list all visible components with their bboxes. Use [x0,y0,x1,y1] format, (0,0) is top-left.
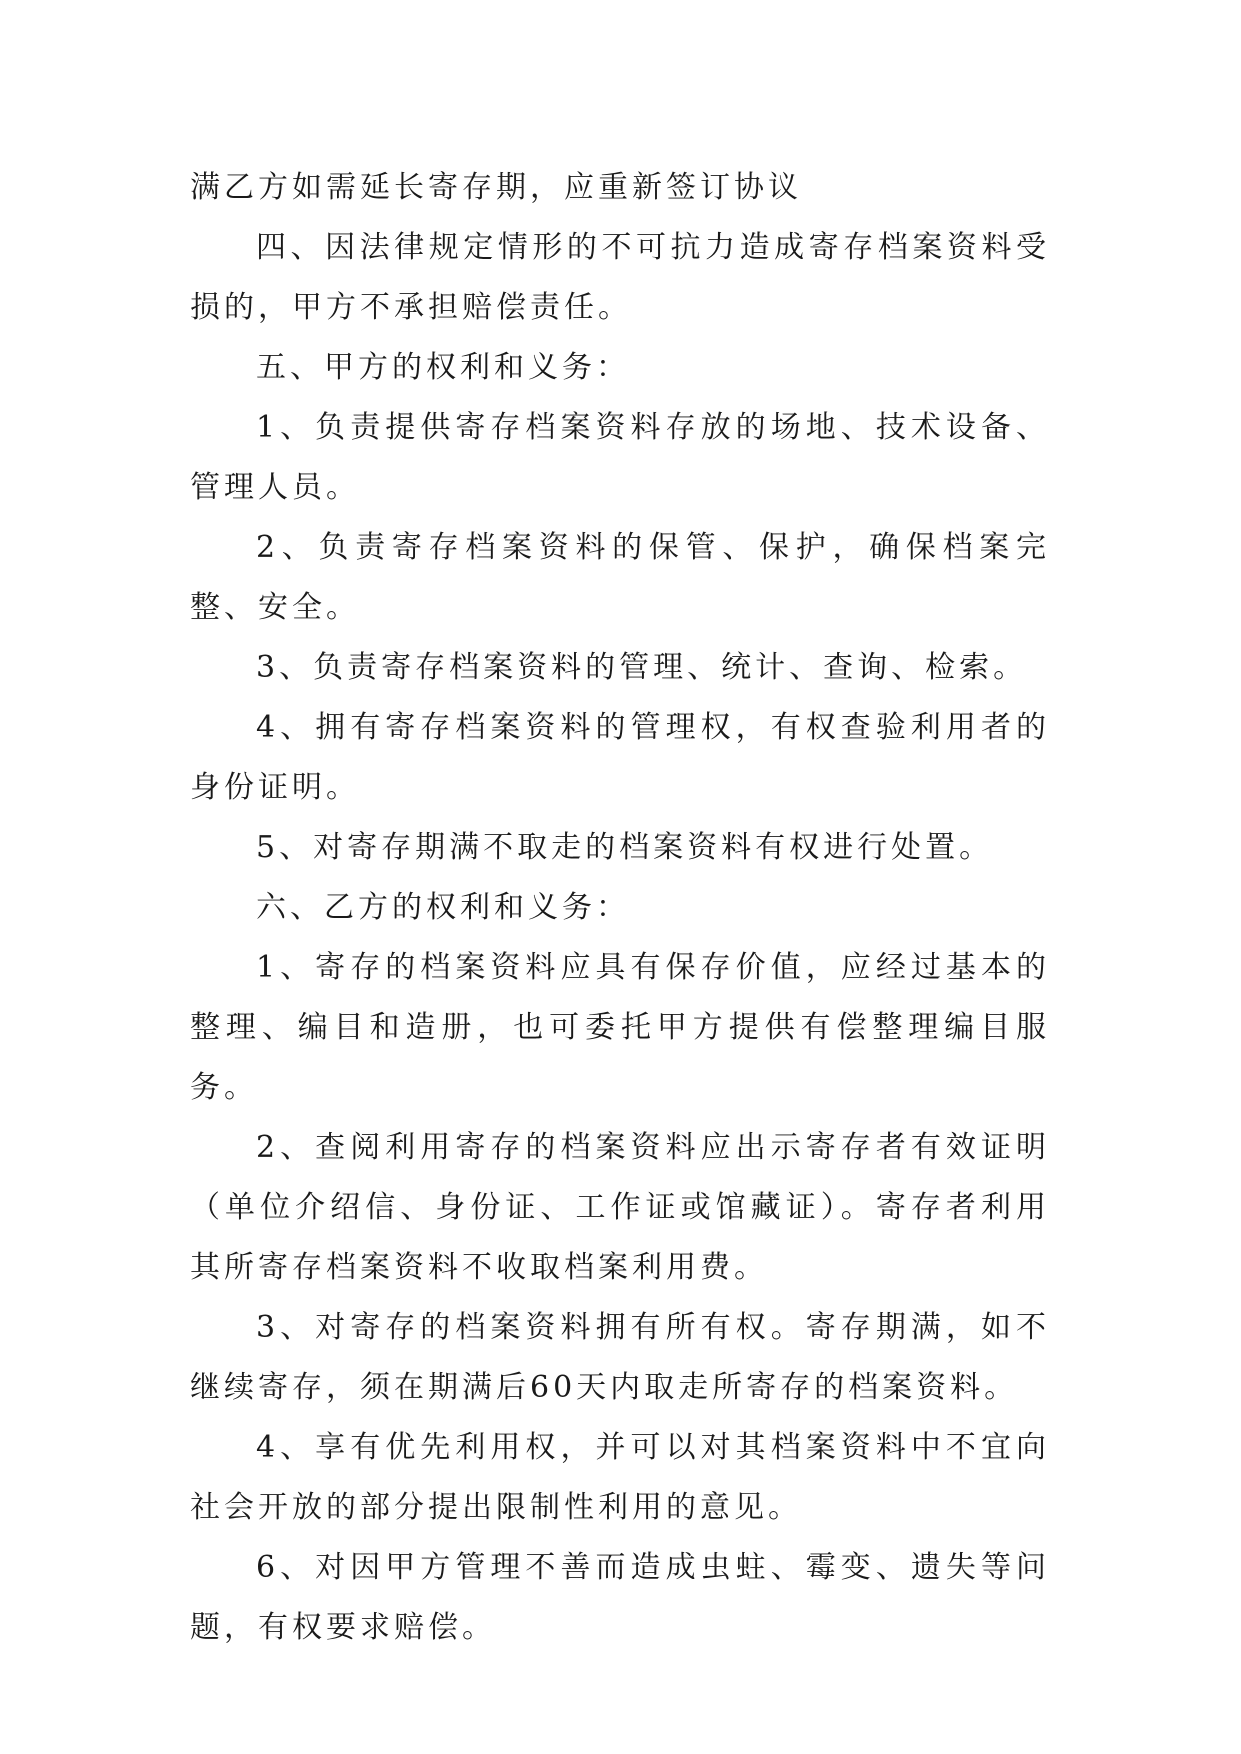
paragraph-continuation: 满乙方如需延长寄存期，应重新签订协议 [190,170,802,205]
paragraph-party-b-item-1: 1、寄存的档案资料应具有保存价值，应经过基本的整理、编目和造册，也可委托甲方提供有偿整理编目服务。 [190,950,1050,1105]
section-heading-party-a: 五、甲方的权利和义务： [256,350,630,385]
paragraph-party-b-item-6: 6、对因甲方管理不善而造成虫蛀、霉变、遗失等问题，有权要求赔偿。 [190,1550,1050,1645]
paragraph-clause-four: 四、因法律规定情形的不可抗力造成寄存档案资料受损的，甲方不承担赔偿责任。 [190,230,1050,325]
paragraph-party-b-item-3: 3、对寄存的档案资料拥有所有权。寄存期满，如不继续寄存，须在期满后60天内取走所寄存的档案资料。 [190,1310,1050,1405]
paragraph-party-b-item-2: 2、查阅利用寄存的档案资料应出示寄存者有效证明（单位介绍信、身份证、工作证或馆藏证）。寄存者利用其所寄存档案资料不收取档案利用费。 [190,1130,1050,1285]
paragraph-party-b-item-4: 4、享有优先利用权，并可以对其档案资料中不宜向社会开放的部分提出限制性利用的意见。 [190,1430,1050,1525]
paragraph-party-a-item-1: 1、负责提供寄存档案资料存放的场地、技术设备、管理人员。 [190,410,1050,505]
paragraph-party-a-item-4: 4、拥有寄存档案资料的管理权，有权查验利用者的身份证明。 [190,710,1050,805]
document-body [190,158,1050,1658]
section-heading-party-b: 六、乙方的权利和义务： [256,890,630,925]
paragraph-party-a-item-5: 5、对寄存期满不取走的档案资料有权进行处置。 [256,830,994,865]
paragraph-party-a-item-2: 2、负责寄存档案资料的保管、保护，确保档案完整、安全。 [190,530,1050,625]
paragraph-party-a-item-3: 3、负责寄存档案资料的管理、统计、查询、检索。 [256,650,1028,685]
